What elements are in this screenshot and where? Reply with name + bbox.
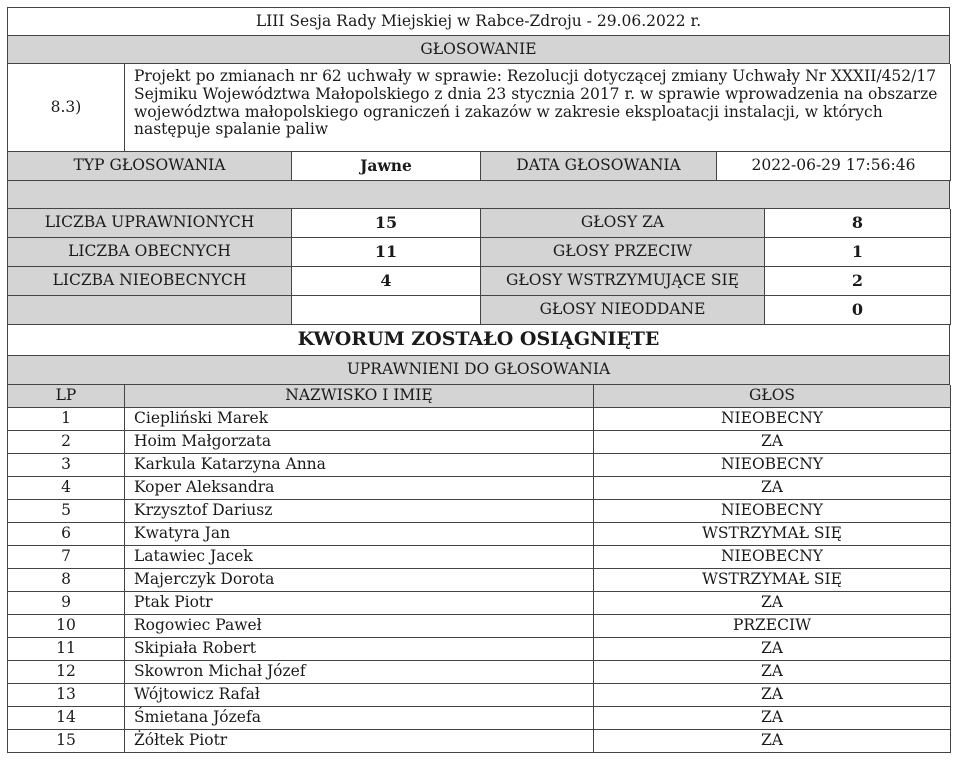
votes-against-value: 1 (765, 238, 951, 267)
table-row (8, 661, 951, 684)
empty-value-cell (292, 296, 481, 325)
row-name: Żółtek Piotr (125, 730, 594, 753)
row-lp: 5 (8, 500, 125, 523)
row-lp: 3 (8, 454, 125, 477)
blank-band (7, 181, 950, 209)
table-row (8, 638, 951, 661)
row-lp: 2 (8, 431, 125, 454)
row-name: Wójtowicz Rafał (125, 684, 594, 707)
eligible-voters-title: UPRAWNIENI DO GŁOSOWANIA (8, 356, 950, 385)
table-row (8, 730, 951, 753)
row-name: Skipiała Robert (125, 638, 594, 661)
row-vote: NIEOBECNY (594, 408, 951, 431)
row-lp: 11 (8, 638, 125, 661)
counts-table (7, 209, 951, 325)
column-header-lp: LP (8, 385, 125, 408)
row-lp: 6 (8, 523, 125, 546)
votes-abstain-label: GŁOSY WSTRZYMUJĄCE SIĘ (481, 267, 765, 296)
row-lp: 13 (8, 684, 125, 707)
column-header-vote: GŁOS (594, 385, 951, 408)
item-table (7, 64, 951, 152)
eligible-value: 15 (292, 209, 481, 238)
vote-info-table (7, 152, 951, 181)
row-name: Karkula Katarzyna Anna (125, 454, 594, 477)
row-lp: 14 (8, 707, 125, 730)
table-row (8, 408, 951, 431)
row-vote: ZA (594, 661, 951, 684)
row-name: Kwatyra Jan (125, 523, 594, 546)
voters-table (7, 385, 951, 753)
table-row (8, 592, 951, 615)
row-vote: ZA (594, 477, 951, 500)
row-name: Majerczyk Dorota (125, 569, 594, 592)
row-vote: WSTRZYMAŁ SIĘ (594, 523, 951, 546)
row-name: Koper Aleksandra (125, 477, 594, 500)
row-name: Ptak Piotr (125, 592, 594, 615)
row-name: Skowron Michał Józef (125, 661, 594, 684)
session-title: LIII Sesja Rady Miejskiej w Rabce-Zdroju - 29.06.2022 r. (8, 8, 950, 36)
vote-type-value: Jawne (292, 152, 481, 181)
row-name: Ciepliński Marek (125, 408, 594, 431)
row-vote: ZA (594, 730, 951, 753)
table-row (8, 477, 951, 500)
table-row (8, 569, 951, 592)
vote-type-label: TYP GŁOSOWANIA (8, 152, 292, 181)
row-name: Krzysztof Dariusz (125, 500, 594, 523)
item-description: Projekt po zmianach nr 62 uchwały w sprawie: Rezolucji dotyczącej zmiany Uchwały Nr XXXII/452/17 Sejmiku Województwa Małopolskiego z dnia 23 stycznia 2017 r. w sprawie wprowadzenia na obszarze województwa małopolskiego ograniczeń i zakazów w zakresie eksploatacji instalacji, w których następuje spalanie paliw (125, 64, 951, 152)
row-name: Rogowiec Paweł (125, 615, 594, 638)
present-label: LICZBA OBECNYCH (8, 238, 292, 267)
row-vote: NIEOBECNY (594, 546, 951, 569)
row-lp: 12 (8, 661, 125, 684)
row-lp: 8 (8, 569, 125, 592)
absent-value: 4 (292, 267, 481, 296)
vote-date-label: DATA GŁOSOWANIA (481, 152, 717, 181)
vote-date-value: 2022-06-29 17:56:46 (717, 152, 951, 181)
row-name: Hoim Małgorzata (125, 431, 594, 454)
row-lp: 10 (8, 615, 125, 638)
row-vote: NIEOBECNY (594, 454, 951, 477)
votes-for-value: 8 (765, 209, 951, 238)
header-table (7, 7, 950, 64)
row-vote: WSTRZYMAŁ SIĘ (594, 569, 951, 592)
eligible-title-table (7, 356, 950, 385)
table-row (8, 431, 951, 454)
table-row (8, 615, 951, 638)
absent-label: LICZBA NIEOBECNYCH (8, 267, 292, 296)
row-lp: 1 (8, 408, 125, 431)
row-vote: ZA (594, 684, 951, 707)
present-value: 11 (292, 238, 481, 267)
eligible-label: LICZBA UPRAWNIONYCH (8, 209, 292, 238)
votes-for-label: GŁOSY ZA (481, 209, 765, 238)
row-name: Latawiec Jacek (125, 546, 594, 569)
voting-report (7, 7, 950, 753)
row-vote: NIEOBECNY (594, 500, 951, 523)
blank-gray-row (8, 181, 950, 209)
table-row (8, 500, 951, 523)
votes-against-label: GŁOSY PRZECIW (481, 238, 765, 267)
quorum-table (7, 325, 950, 356)
table-row (8, 546, 951, 569)
item-number: 8.3) (8, 64, 125, 152)
table-row (8, 684, 951, 707)
quorum-status: KWORUM ZOSTAŁO OSIĄGNIĘTE (8, 325, 950, 356)
section-title: GŁOSOWANIE (8, 36, 950, 64)
table-row (8, 454, 951, 477)
row-vote: ZA (594, 431, 951, 454)
row-vote: ZA (594, 592, 951, 615)
votes-notcast-label: GŁOSY NIEODDANE (481, 296, 765, 325)
row-name: Śmietana Józefa (125, 707, 594, 730)
empty-label-cell (8, 296, 292, 325)
table-row (8, 707, 951, 730)
row-vote: PRZECIW (594, 615, 951, 638)
row-lp: 4 (8, 477, 125, 500)
table-row (8, 523, 951, 546)
row-vote: ZA (594, 638, 951, 661)
row-lp: 15 (8, 730, 125, 753)
column-header-name: NAZWISKO I IMIĘ (125, 385, 594, 408)
votes-notcast-value: 0 (765, 296, 951, 325)
row-lp: 7 (8, 546, 125, 569)
row-lp: 9 (8, 592, 125, 615)
votes-abstain-value: 2 (765, 267, 951, 296)
row-vote: ZA (594, 707, 951, 730)
